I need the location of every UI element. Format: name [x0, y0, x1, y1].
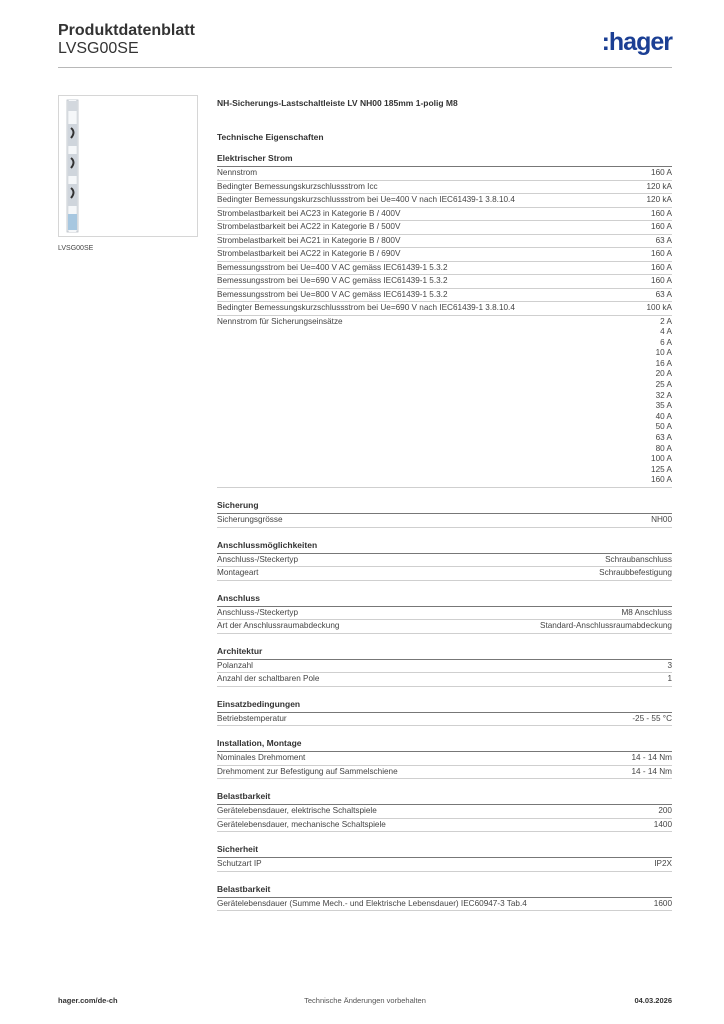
spec-value: 6 A — [660, 337, 672, 347]
spec-value: 160 A — [651, 222, 672, 231]
spec-row — [217, 858, 672, 872]
spec-row — [217, 713, 672, 727]
spec-row — [217, 208, 672, 222]
spec-row — [217, 554, 672, 568]
image-caption: LVSG00SE — [58, 245, 94, 252]
spec-label: Gerätelebensdauer (Summe Mech.- und Elektrische Lebensdauer) IEC60947-3 Tab.4 — [217, 898, 527, 908]
spec-row — [217, 567, 672, 581]
spec-label: Bemessungsstrom bei Ue=800 V AC gemäss IEC61439-1 5.3.2 — [217, 289, 448, 299]
spec-value: 63 A — [655, 235, 672, 245]
spec-label: Bemessungsstrom bei Ue=400 V AC gemäss IEC61439-1 5.3.2 — [217, 262, 448, 272]
spec-value: 120 kA — [646, 195, 672, 204]
product-code: LVSG00SE — [58, 40, 139, 57]
section-title: Belastbarkeit — [217, 791, 672, 805]
section-title: Elektrischer Strom — [217, 153, 672, 167]
spec-row — [217, 167, 672, 181]
logo-text: hager — [608, 28, 672, 56]
spec-value: 125 A — [651, 464, 672, 474]
spec-row — [217, 289, 672, 303]
spec-row — [217, 302, 672, 316]
spec-value: 1600 — [653, 898, 672, 908]
spec-label: Strombelastbarkeit bei AC23 in Kategorie B / 400V — [217, 208, 401, 218]
spec-value-list — [651, 317, 672, 487]
spec-section — [217, 844, 672, 872]
spec-value: 160 A — [651, 475, 672, 485]
spec-label: Schutzart IP — [217, 859, 262, 868]
spec-label: Anzahl der schaltbaren Pole — [217, 674, 320, 683]
spec-value: 2 A — [660, 316, 672, 326]
spec-value: 16 A — [655, 358, 672, 368]
spec-value: 20 A — [655, 369, 672, 379]
spec-section — [217, 699, 672, 727]
spec-row — [217, 262, 672, 276]
spec-value: 80 A — [655, 443, 672, 453]
spec-value: 3 — [667, 660, 672, 670]
spec-value: 1400 — [653, 819, 672, 829]
spec-value: 14 - 14 Nm — [631, 766, 672, 776]
spec-value: 100 A — [651, 454, 672, 464]
spec-label: Bedingter Bemessungskurzschlussstrom Icc — [217, 181, 378, 191]
spec-section — [217, 646, 672, 687]
spec-value: 160 A — [651, 168, 672, 177]
spec-label: Nominales Drehmoment — [217, 753, 306, 762]
spec-value: 32 A — [655, 390, 672, 400]
section-title: Architektur — [217, 646, 672, 660]
spec-label: Bedingter Bemessungskurzschlussstrom bei Ue=400 V nach IEC61439-1 3.8.10.4 — [217, 195, 515, 204]
spec-row — [217, 819, 672, 833]
spec-value: Standard-Anschlussraumabdeckung — [540, 621, 672, 630]
spec-label: Strombelastbarkeit bei AC22 in Kategorie B / 690V — [217, 249, 401, 258]
section-title: Sicherung — [217, 500, 672, 514]
product-image — [58, 95, 198, 237]
spec-label: Montageart — [217, 568, 259, 577]
spec-label: Gerätelebensdauer, mechanische Schaltspiele — [217, 819, 386, 829]
spec-row — [217, 235, 672, 249]
spec-value: 63 A — [655, 289, 672, 299]
spec-value: 10 A — [655, 348, 672, 358]
spec-label: Anschluss-/Steckertyp — [217, 554, 298, 564]
spec-value: Schraubanschluss — [605, 554, 672, 564]
spec-value: 100 kA — [646, 303, 672, 312]
section-title: Einsatzbedingungen — [217, 699, 672, 713]
footer-disclaimer: Technische Änderungen vorbehalten — [304, 996, 426, 1005]
spec-row — [217, 248, 672, 262]
spec-value: Schraubbefestigung — [599, 568, 672, 577]
spec-label: Art der Anschlussraumabdeckung — [217, 621, 340, 630]
page-title: Produktdatenblatt — [58, 22, 195, 39]
spec-value: 4 A — [660, 327, 672, 337]
section-title: Anschlussmöglichkeiten — [217, 540, 672, 554]
spec-label: Bemessungsstrom bei Ue=690 V AC gemäss IEC61439-1 5.3.2 — [217, 276, 448, 285]
spec-label: Anschluss-/Steckertyp — [217, 607, 298, 617]
spec-row — [217, 660, 672, 674]
spec-section — [217, 153, 672, 488]
spec-row — [217, 805, 672, 819]
spec-section — [217, 540, 672, 581]
spec-label: Betriebstemperatur — [217, 713, 287, 723]
spec-label: Strombelastbarkeit bei AC22 in Kategorie B / 500V — [217, 222, 401, 231]
spec-row — [217, 766, 672, 780]
spec-section — [217, 738, 672, 779]
spec-label: Drehmoment zur Befestigung auf Sammelschiene — [217, 766, 398, 776]
spec-value: 160 A — [651, 276, 672, 285]
spec-value: 14 - 14 Nm — [631, 753, 672, 762]
spec-value: 160 A — [651, 262, 672, 272]
spec-value: 200 — [658, 806, 672, 815]
spec-row — [217, 221, 672, 235]
footer-website-link[interactable]: hager.com/de-ch — [58, 996, 118, 1005]
spec-label: Nennstrom — [217, 168, 258, 177]
product-name: NH-Sicherungs-Lastschaltleiste LV NH00 185mm 1-polig M8 — [217, 98, 458, 108]
spec-label: Strombelastbarkeit bei AC21 in Kategorie B / 800V — [217, 235, 401, 245]
spec-value: 50 A — [655, 422, 672, 432]
spec-section — [217, 593, 672, 634]
spec-label: Sicherungsgrösse — [217, 515, 283, 524]
section-title: Sicherheit — [217, 844, 672, 858]
tech-title: Technische Eigenschaften — [217, 132, 324, 142]
spec-row — [217, 514, 672, 528]
spec-value: M8 Anschluss — [621, 607, 672, 617]
spec-row-multi — [217, 316, 672, 489]
section-title: Belastbarkeit — [217, 884, 672, 898]
spec-value: 35 A — [655, 401, 672, 411]
spec-label: Gerätelebensdauer, elektrische Schaltspiele — [217, 806, 377, 815]
hager-logo: :hager — [601, 28, 672, 56]
footer-date: 04.03.2026 — [634, 996, 672, 1005]
spec-row — [217, 898, 672, 912]
spec-sections — [217, 153, 672, 911]
content — [217, 97, 672, 923]
section-title: Installation, Montage — [217, 738, 672, 752]
header-divider — [58, 67, 672, 68]
spec-value: -25 - 55 °C — [632, 713, 672, 723]
spec-row — [217, 607, 672, 621]
spec-value: 25 A — [655, 380, 672, 390]
spec-value: 1 — [667, 674, 672, 683]
spec-value: 120 kA — [646, 181, 672, 191]
spec-section — [217, 791, 672, 832]
page-header — [58, 21, 672, 67]
spec-label: Polanzahl — [217, 660, 253, 670]
spec-row — [217, 752, 672, 766]
spec-label: Nennstrom für Sicherungseinsätze — [217, 316, 343, 326]
spec-section — [217, 884, 672, 912]
spec-value: 40 A — [655, 411, 672, 421]
spec-row — [217, 620, 672, 634]
spec-row — [217, 673, 672, 687]
spec-value: 160 A — [651, 249, 672, 258]
spec-label: Bedingter Bemessungskurzschlussstrom bei Ue=690 V nach IEC61439-1 3.8.10.4 — [217, 303, 515, 312]
spec-value: NH00 — [651, 515, 672, 524]
spec-value: 63 A — [655, 433, 672, 443]
spec-row — [217, 275, 672, 289]
spec-value: IP2X — [654, 859, 672, 868]
fuse-switch-icon — [59, 96, 197, 236]
spec-row — [217, 194, 672, 208]
spec-section — [217, 500, 672, 528]
spec-value: 160 A — [651, 208, 672, 218]
spec-row — [217, 181, 672, 195]
section-title: Anschluss — [217, 593, 672, 607]
